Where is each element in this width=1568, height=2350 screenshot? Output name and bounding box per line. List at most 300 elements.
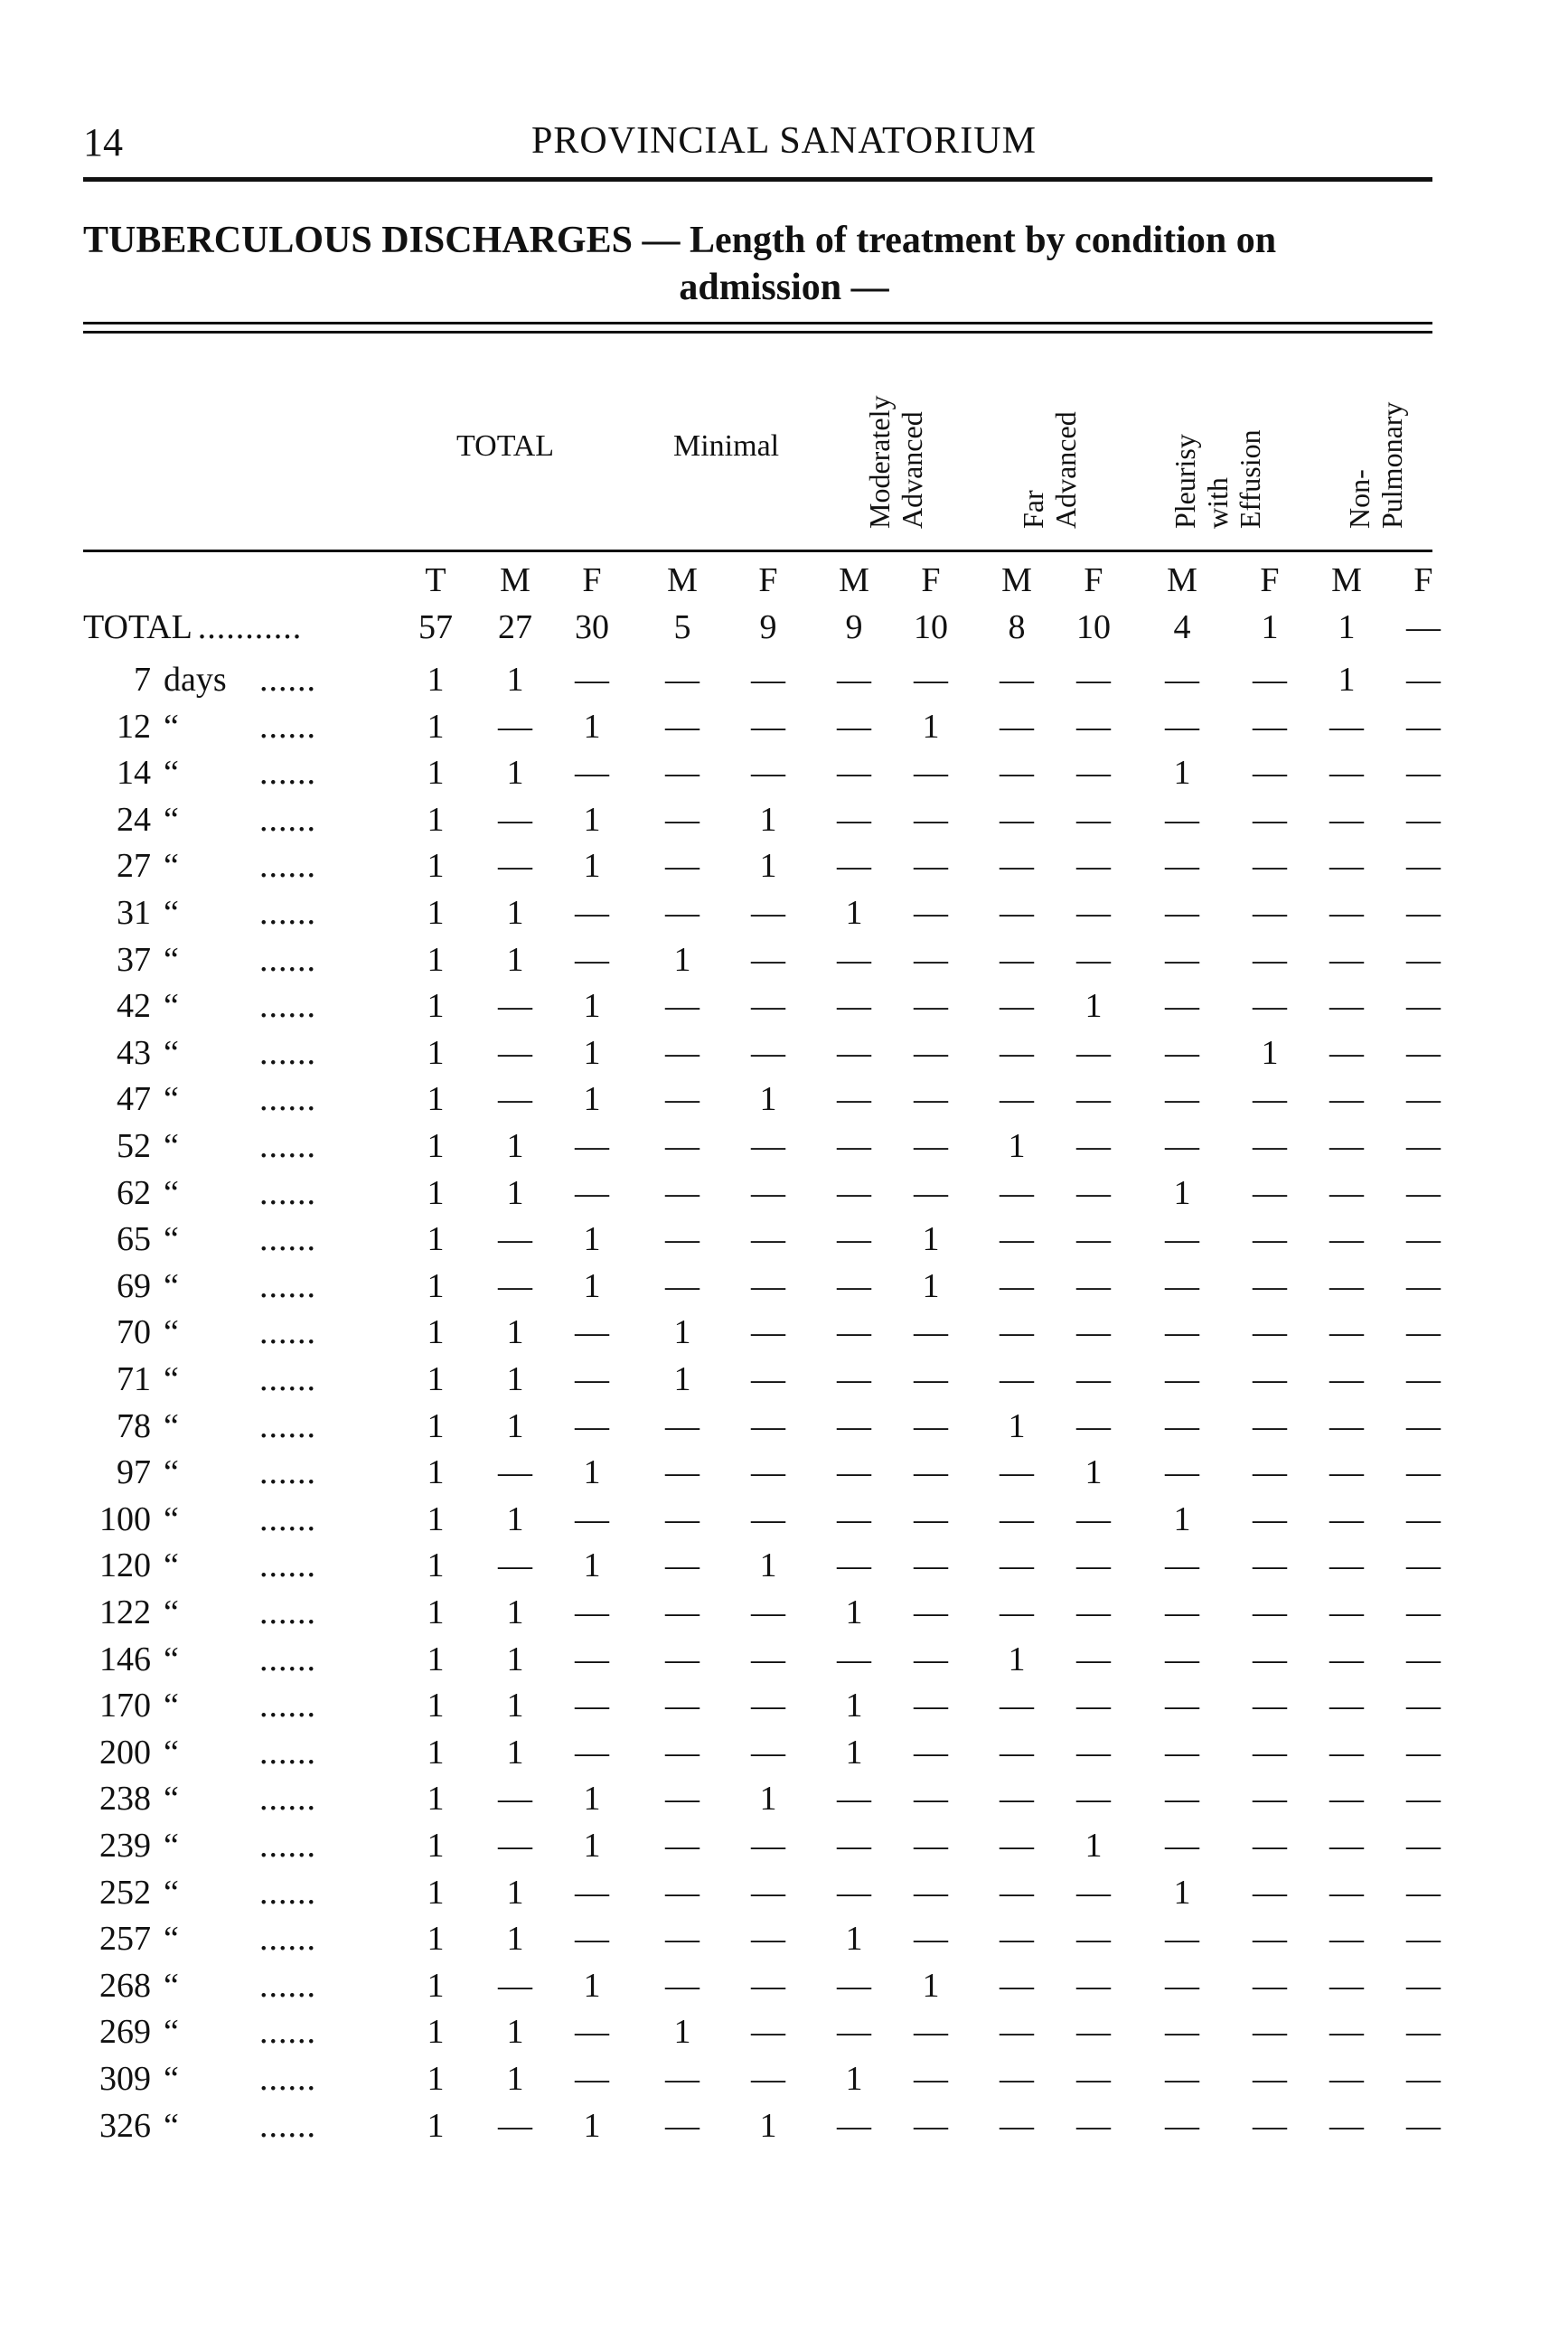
table-cell: — bbox=[498, 1827, 532, 1865]
table-cell: — bbox=[1000, 894, 1034, 932]
row-duration: 69 bbox=[117, 1266, 151, 1305]
table-cell: — bbox=[914, 1080, 948, 1119]
row-duration: 52 bbox=[117, 1127, 151, 1165]
table-cell: — bbox=[498, 1266, 532, 1305]
table-cell: — bbox=[1000, 1733, 1034, 1772]
table-cell: — bbox=[1406, 1080, 1441, 1119]
table-cell: — bbox=[914, 1360, 948, 1398]
table-cell: — bbox=[1076, 1687, 1111, 1725]
table-cell: — bbox=[1329, 1499, 1364, 1538]
row-leader-dots: ...... bbox=[259, 754, 316, 793]
table-cell: — bbox=[1000, 1033, 1034, 1072]
table-cell: 1 bbox=[427, 1780, 445, 1819]
table-cell: — bbox=[665, 847, 699, 886]
row-unit: “ bbox=[164, 1173, 179, 1212]
row-label bbox=[86, 1826, 316, 1866]
table-cell: 1 bbox=[506, 1920, 524, 1959]
row-unit: “ bbox=[164, 1873, 179, 1912]
table-cell: — bbox=[1165, 987, 1199, 1026]
table-cell: 1 bbox=[583, 800, 601, 839]
table-cell: — bbox=[1329, 1266, 1364, 1305]
table-cell: — bbox=[751, 1827, 785, 1865]
row-duration: 97 bbox=[117, 1453, 151, 1492]
table-cell: — bbox=[1165, 800, 1199, 839]
table-cell: — bbox=[837, 1780, 871, 1819]
table-cell: — bbox=[1406, 2013, 1441, 2052]
table-cell: — bbox=[665, 1546, 699, 1585]
table-cell: — bbox=[1253, 1360, 1287, 1398]
table-cell: — bbox=[1076, 707, 1111, 746]
row-duration: 12 bbox=[117, 707, 151, 746]
table-cell: — bbox=[665, 1173, 699, 1212]
table-cell: — bbox=[1165, 1220, 1199, 1259]
table-cell: — bbox=[665, 1873, 699, 1912]
row-label bbox=[86, 707, 316, 747]
table-cell: 1 bbox=[673, 1313, 691, 1352]
table-title: TUBERCULOUS DISCHARGES — Length of treatment by condition on bbox=[83, 220, 1277, 261]
table-cell: — bbox=[575, 1406, 609, 1445]
row-unit: “ bbox=[164, 1733, 179, 1772]
table-cell: — bbox=[498, 1780, 532, 1819]
table-cell: — bbox=[575, 1127, 609, 1165]
table-cell: — bbox=[1000, 1266, 1034, 1305]
table-cell: — bbox=[914, 1593, 948, 1631]
table-cell: — bbox=[1406, 1920, 1441, 1959]
table-cell: — bbox=[914, 1406, 948, 1445]
table-cell: — bbox=[1165, 1360, 1199, 1398]
table-cell: — bbox=[1329, 800, 1364, 839]
table-cell: 1 bbox=[427, 1640, 445, 1678]
table-cell: — bbox=[1406, 1733, 1441, 1772]
row-duration: 70 bbox=[117, 1313, 151, 1352]
table-cell: 1 bbox=[1008, 1127, 1026, 1165]
table-cell: — bbox=[1076, 1499, 1111, 1538]
table-cell: — bbox=[1076, 894, 1111, 932]
table-cell: — bbox=[498, 1033, 532, 1072]
table-cell: — bbox=[914, 987, 948, 1026]
row-unit: “ bbox=[164, 1080, 179, 1119]
row-duration: 42 bbox=[117, 987, 151, 1026]
table-cell: — bbox=[1329, 1406, 1364, 1445]
table-cell: — bbox=[914, 1733, 948, 1772]
table-cell: — bbox=[1406, 1640, 1441, 1678]
table-cell: — bbox=[1329, 1453, 1364, 1492]
table-cell: — bbox=[575, 2013, 609, 2052]
table-cell: — bbox=[1000, 754, 1034, 793]
page-number: 14 bbox=[83, 120, 123, 164]
row-duration: 71 bbox=[117, 1360, 151, 1398]
row-leader-dots: ...... bbox=[259, 1127, 316, 1165]
table-cell: — bbox=[1253, 1827, 1287, 1865]
group-heading-far-advanced: Far Advanced bbox=[1017, 411, 1082, 529]
table-cell: — bbox=[1253, 1173, 1287, 1212]
row-leader-dots: ...... bbox=[259, 1406, 316, 1445]
table-cell: 1 bbox=[427, 1313, 445, 1352]
table-cell: — bbox=[1165, 2060, 1199, 2098]
row-unit: “ bbox=[164, 894, 179, 932]
row-duration: 122 bbox=[99, 1593, 151, 1631]
table-cell: — bbox=[914, 2106, 948, 2145]
table-cell: 1 bbox=[583, 1266, 601, 1305]
table-cell: — bbox=[914, 2013, 948, 2052]
row-duration: 14 bbox=[117, 754, 151, 793]
row-duration: 146 bbox=[99, 1640, 151, 1678]
subheader-3: M bbox=[667, 561, 698, 599]
table-cell: — bbox=[837, 1406, 871, 1445]
table-cell: — bbox=[1253, 940, 1287, 979]
table-cell: — bbox=[751, 987, 785, 1026]
row-unit: “ bbox=[164, 1266, 179, 1305]
table-cell: — bbox=[1329, 1220, 1364, 1259]
row-label bbox=[86, 1406, 316, 1446]
table-cell: — bbox=[1076, 847, 1111, 886]
row-leader-dots: ...... bbox=[259, 1313, 316, 1352]
row-label bbox=[86, 660, 316, 700]
group-heading-total: TOTAL bbox=[456, 429, 555, 463]
table-cell: — bbox=[665, 707, 699, 746]
table-cell: — bbox=[1329, 707, 1364, 746]
row-unit: “ bbox=[164, 1920, 179, 1959]
total-cell-11: 1 bbox=[1338, 608, 1356, 646]
table-cell: 1 bbox=[427, 987, 445, 1026]
table-cell: — bbox=[1253, 1080, 1287, 1119]
table-cell: — bbox=[1406, 1406, 1441, 1445]
row-leader-dots: ...... bbox=[259, 1687, 316, 1725]
table-cell: — bbox=[837, 1966, 871, 2005]
table-cell: — bbox=[1406, 800, 1441, 839]
row-unit: “ bbox=[164, 1360, 179, 1398]
table-cell: 1 bbox=[583, 847, 601, 886]
table-cell: — bbox=[1253, 1920, 1287, 1959]
table-cell: — bbox=[1329, 1827, 1364, 1865]
table-cell: — bbox=[575, 1733, 609, 1772]
table-cell: — bbox=[665, 1640, 699, 1678]
row-label bbox=[86, 1499, 316, 1539]
table-cell: 1 bbox=[427, 1127, 445, 1165]
table-cell: 1 bbox=[922, 1220, 940, 1259]
table-cell: — bbox=[1165, 2013, 1199, 2052]
table-cell: — bbox=[914, 1640, 948, 1678]
table-cell: — bbox=[837, 1266, 871, 1305]
row-leader-dots: ...... bbox=[259, 1780, 316, 1819]
group-heading-minimal: Minimal bbox=[673, 429, 780, 463]
row-label bbox=[86, 800, 316, 840]
table-cell: — bbox=[575, 940, 609, 979]
row-unit: “ bbox=[164, 2106, 179, 2145]
table-cell: — bbox=[1000, 1313, 1034, 1352]
row-label bbox=[86, 1686, 316, 1725]
table-cell: 1 bbox=[427, 1033, 445, 1072]
table-cell: — bbox=[751, 1966, 785, 2005]
table-cell: — bbox=[1253, 847, 1287, 886]
table-cell: — bbox=[1076, 1640, 1111, 1678]
table-cell: — bbox=[1165, 1593, 1199, 1631]
row-label bbox=[86, 1079, 316, 1119]
table-cell: 1 bbox=[427, 707, 445, 746]
table-cell: 1 bbox=[845, 1687, 863, 1725]
table-cell: — bbox=[575, 894, 609, 932]
table-cell: — bbox=[1076, 1920, 1111, 1959]
table-cell: — bbox=[498, 1546, 532, 1585]
table-cell: — bbox=[837, 707, 871, 746]
table-cell: — bbox=[914, 940, 948, 979]
table-cell: — bbox=[1000, 847, 1034, 886]
table-cell: — bbox=[1253, 1453, 1287, 1492]
table-cell: — bbox=[1000, 1827, 1034, 1865]
table-cell: 1 bbox=[427, 1546, 445, 1585]
table-cell: — bbox=[1406, 1593, 1441, 1631]
row-duration: 170 bbox=[99, 1687, 151, 1725]
table-cell: — bbox=[1406, 2060, 1441, 2098]
table-cell: — bbox=[837, 1080, 871, 1119]
table-cell: — bbox=[1165, 1827, 1199, 1865]
table-cell: — bbox=[1329, 1687, 1364, 1725]
subheader-9: M bbox=[1167, 561, 1197, 599]
table-cell: — bbox=[1406, 987, 1441, 1026]
table-cell: — bbox=[1000, 1687, 1034, 1725]
row-label bbox=[86, 1452, 316, 1492]
table-cell: — bbox=[1165, 1127, 1199, 1165]
table-cell: — bbox=[1253, 2106, 1287, 2145]
table-cell: — bbox=[1000, 800, 1034, 839]
table-cell: — bbox=[914, 1920, 948, 1959]
table-cell: 1 bbox=[506, 1360, 524, 1398]
table-cell: — bbox=[665, 987, 699, 1026]
table-cell: 1 bbox=[583, 1220, 601, 1259]
table-cell: — bbox=[1165, 1080, 1199, 1119]
table-cell: — bbox=[837, 800, 871, 839]
table-cell: — bbox=[837, 1220, 871, 1259]
table-cell: 1 bbox=[427, 1827, 445, 1865]
row-unit: “ bbox=[164, 754, 179, 793]
table-cell: — bbox=[575, 2060, 609, 2098]
table-cell: — bbox=[575, 661, 609, 699]
row-leader-dots: ...... bbox=[259, 1546, 316, 1585]
total-cell-2: 30 bbox=[575, 608, 609, 646]
table-cell: — bbox=[751, 1873, 785, 1912]
table-cell: — bbox=[751, 1360, 785, 1398]
row-duration: 31 bbox=[117, 894, 151, 932]
total-cell-4: 9 bbox=[759, 608, 777, 646]
table-cell: — bbox=[1253, 1687, 1287, 1725]
total-label-text: TOTAL bbox=[83, 608, 192, 646]
table-cell: — bbox=[665, 894, 699, 932]
table-cell: — bbox=[1406, 940, 1441, 979]
table-cell: — bbox=[1076, 1593, 1111, 1631]
running-head: PROVINCIAL SANATORIUM bbox=[531, 120, 1037, 162]
table-cell: — bbox=[1000, 2013, 1034, 2052]
row-unit: “ bbox=[164, 1827, 179, 1865]
table-cell: — bbox=[1329, 1920, 1364, 1959]
table-cell: — bbox=[1329, 2060, 1364, 2098]
table-cell: — bbox=[1165, 1313, 1199, 1352]
table-cell: — bbox=[665, 1499, 699, 1538]
table-cell: — bbox=[751, 894, 785, 932]
table-title-continued: admission — bbox=[679, 267, 889, 308]
table-cell: — bbox=[751, 1733, 785, 1772]
table-cell: — bbox=[914, 1313, 948, 1352]
table-cell: — bbox=[1329, 1546, 1364, 1585]
table-cell: — bbox=[1000, 1920, 1034, 1959]
table-cell: — bbox=[1165, 1546, 1199, 1585]
table-cell: — bbox=[914, 1780, 948, 1819]
row-label bbox=[86, 753, 316, 793]
total-leader-dots: ........... bbox=[197, 608, 303, 646]
table-cell: — bbox=[751, 1127, 785, 1165]
table-cell: — bbox=[914, 1873, 948, 1912]
table-cell: — bbox=[665, 1127, 699, 1165]
total-row-label bbox=[83, 607, 302, 647]
row-unit: “ bbox=[164, 1033, 179, 1072]
table-cell: — bbox=[575, 1499, 609, 1538]
row-unit: “ bbox=[164, 1453, 179, 1492]
table-cell: — bbox=[575, 1173, 609, 1212]
table-cell: — bbox=[751, 1593, 785, 1631]
row-label bbox=[86, 1219, 316, 1259]
table-cell: — bbox=[1165, 1780, 1199, 1819]
table-cell: 1 bbox=[506, 1127, 524, 1165]
table-cell: — bbox=[1406, 1499, 1441, 1538]
table-cell: — bbox=[1076, 800, 1111, 839]
table-cell: 1 bbox=[427, 1499, 445, 1538]
table-cell: — bbox=[1165, 894, 1199, 932]
table-cell: — bbox=[1076, 1360, 1111, 1398]
table-cell: — bbox=[837, 1173, 871, 1212]
row-leader-dots: ...... bbox=[259, 1080, 316, 1119]
row-leader-dots: ...... bbox=[259, 1733, 316, 1772]
total-cell-0: 57 bbox=[418, 608, 453, 646]
table-cell: — bbox=[1329, 1733, 1364, 1772]
total-cell-12: — bbox=[1406, 608, 1441, 646]
row-unit: “ bbox=[164, 940, 179, 979]
table-cell: 1 bbox=[427, 754, 445, 793]
table-cell: — bbox=[837, 1360, 871, 1398]
table-cell: — bbox=[1000, 1873, 1034, 1912]
table-cell: — bbox=[1076, 2013, 1111, 2052]
table-cell: — bbox=[498, 707, 532, 746]
table-cell: — bbox=[1253, 1406, 1287, 1445]
table-cell: — bbox=[665, 1033, 699, 1072]
table-cell: — bbox=[837, 1546, 871, 1585]
table-cell: — bbox=[1329, 1593, 1364, 1631]
row-leader-dots: ...... bbox=[259, 1033, 316, 1072]
table-cell: — bbox=[1406, 1687, 1441, 1725]
table-cell: — bbox=[751, 2013, 785, 2052]
table-cell: — bbox=[1406, 1453, 1441, 1492]
row-duration: 326 bbox=[99, 2106, 151, 2145]
table-cell: — bbox=[751, 1920, 785, 1959]
row-unit: “ bbox=[164, 1127, 179, 1165]
table-cell: — bbox=[1406, 1313, 1441, 1352]
table-cell: — bbox=[1000, 1453, 1034, 1492]
table-cell: 1 bbox=[427, 1080, 445, 1119]
table-cell: — bbox=[837, 940, 871, 979]
row-label bbox=[86, 846, 316, 886]
table-cell: — bbox=[1329, 2013, 1364, 2052]
table-cell: — bbox=[914, 2060, 948, 2098]
table-cell: 1 bbox=[583, 1827, 601, 1865]
row-label bbox=[86, 940, 316, 980]
table-cell: 1 bbox=[759, 847, 777, 886]
table-cell: — bbox=[914, 1687, 948, 1725]
table-cell: — bbox=[914, 1827, 948, 1865]
table-cell: — bbox=[1165, 1733, 1199, 1772]
row-label bbox=[86, 986, 316, 1026]
row-unit: “ bbox=[164, 1546, 179, 1585]
table-cell: — bbox=[665, 800, 699, 839]
table-cell: 1 bbox=[427, 1966, 445, 2005]
table-cell: — bbox=[1329, 1173, 1364, 1212]
table-cell: — bbox=[1000, 1080, 1034, 1119]
table-cell: — bbox=[1329, 987, 1364, 1026]
row-label bbox=[86, 1126, 316, 1166]
subheader-10: F bbox=[1260, 561, 1280, 599]
row-leader-dots: ...... bbox=[259, 894, 316, 932]
row-leader-dots: ...... bbox=[259, 1966, 316, 2005]
row-duration: 257 bbox=[99, 1920, 151, 1959]
row-duration: 65 bbox=[117, 1220, 151, 1259]
table-cell: — bbox=[498, 1453, 532, 1492]
table-cell: 1 bbox=[506, 1873, 524, 1912]
subheader-4: F bbox=[758, 561, 778, 599]
table-cell: 1 bbox=[1173, 1499, 1191, 1538]
row-leader-dots: ...... bbox=[259, 661, 316, 699]
table-cell: — bbox=[914, 1127, 948, 1165]
table-cell: — bbox=[1165, 1640, 1199, 1678]
subheader-1: M bbox=[500, 561, 530, 599]
row-duration: 7 bbox=[134, 661, 151, 699]
table-cell: 1 bbox=[759, 1546, 777, 1585]
table-cell: 1 bbox=[1008, 1406, 1026, 1445]
row-leader-dots: ...... bbox=[259, 1873, 316, 1912]
table-cell: — bbox=[837, 2106, 871, 2145]
row-leader-dots: ...... bbox=[259, 940, 316, 979]
table-cell: 1 bbox=[1173, 1873, 1191, 1912]
table-cell: — bbox=[914, 800, 948, 839]
table-cell: 1 bbox=[427, 1733, 445, 1772]
row-unit: “ bbox=[164, 2013, 179, 2052]
table-cell: — bbox=[751, 1406, 785, 1445]
table-cell: 1 bbox=[506, 1313, 524, 1352]
row-label bbox=[86, 1873, 316, 1913]
table-cell: — bbox=[665, 1453, 699, 1492]
table-cell: 1 bbox=[583, 2106, 601, 2145]
table-cell: — bbox=[914, 1033, 948, 1072]
row-duration: 37 bbox=[117, 940, 151, 979]
table-cell: — bbox=[1253, 754, 1287, 793]
table-cell: — bbox=[1406, 1780, 1441, 1819]
table-cell: — bbox=[751, 1313, 785, 1352]
table-cell: — bbox=[498, 2106, 532, 2145]
header-bottom-rule bbox=[83, 550, 1432, 552]
table-cell: 1 bbox=[506, 1733, 524, 1772]
table-cell: — bbox=[1076, 1733, 1111, 1772]
table-cell: 1 bbox=[427, 1266, 445, 1305]
table-cell: — bbox=[1000, 1360, 1034, 1398]
table-cell: — bbox=[1000, 1499, 1034, 1538]
subheader-0: T bbox=[425, 561, 446, 599]
table-cell: — bbox=[837, 847, 871, 886]
table-cell: 1 bbox=[759, 800, 777, 839]
subheader-2: F bbox=[582, 561, 602, 599]
table-cell: 1 bbox=[1173, 1173, 1191, 1212]
table-cell: — bbox=[914, 1499, 948, 1538]
row-leader-dots: ...... bbox=[259, 2106, 316, 2145]
table-cell: — bbox=[1076, 2060, 1111, 2098]
row-unit: “ bbox=[164, 1313, 179, 1352]
row-leader-dots: ...... bbox=[259, 1220, 316, 1259]
table-cell: — bbox=[837, 1873, 871, 1912]
